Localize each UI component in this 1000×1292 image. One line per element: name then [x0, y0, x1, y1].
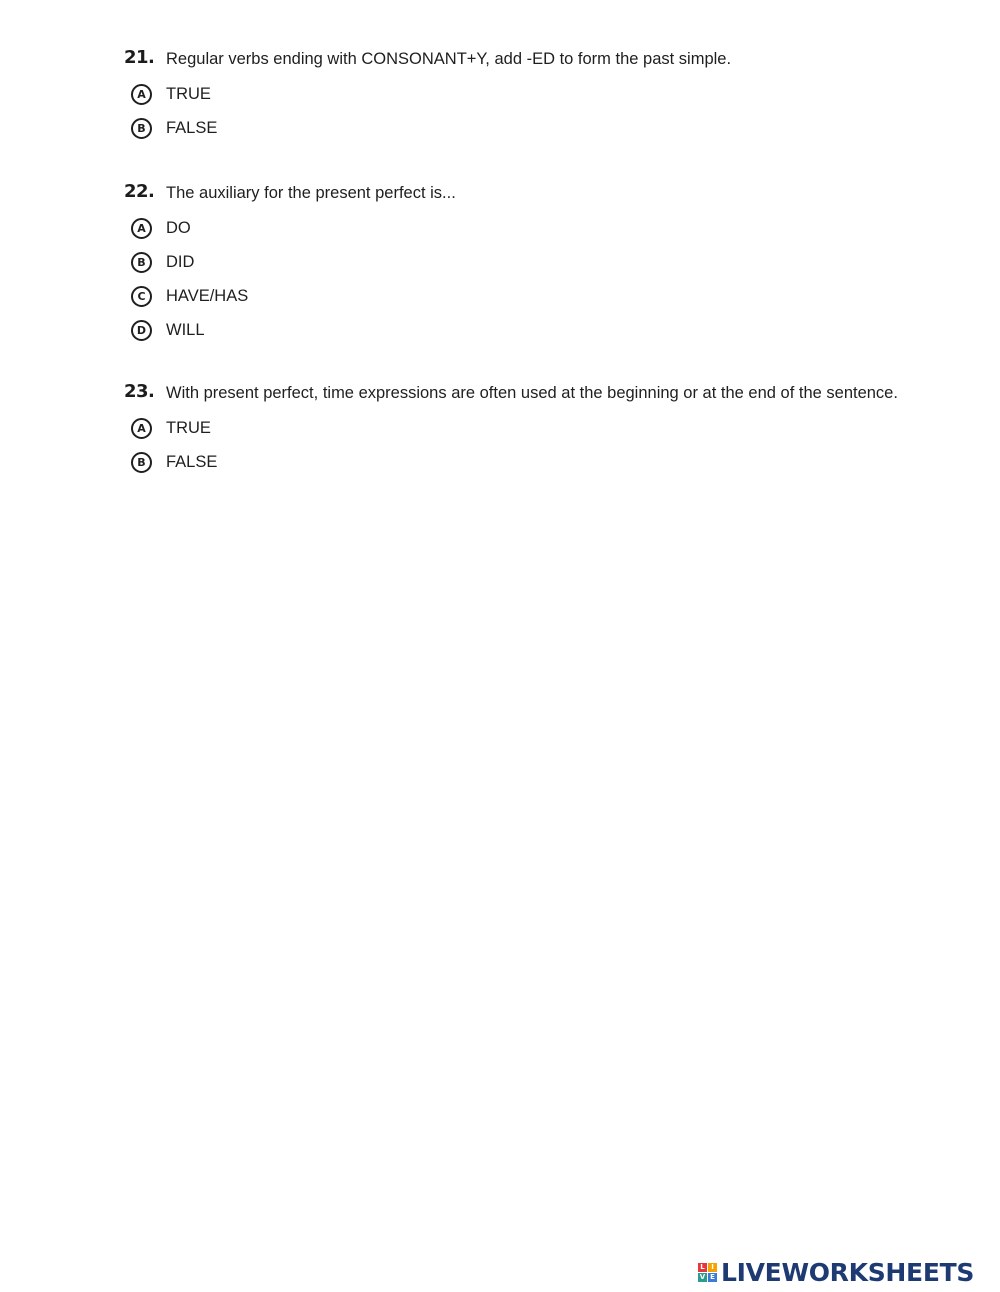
question-22 — [118, 182, 898, 347]
question-text: The auxiliary for the present perfect is... — [166, 184, 456, 202]
option-letter-circle: B — [131, 252, 152, 273]
answer-options — [118, 211, 898, 347]
question-number: 22. — [124, 181, 155, 202]
option-letter-circle: B — [131, 118, 152, 139]
option-b[interactable] — [118, 245, 898, 279]
logo-mark-letter: I — [708, 1263, 717, 1272]
option-label: TRUE — [166, 418, 211, 437]
option-d[interactable] — [118, 313, 898, 347]
question-text: Regular verbs ending with CONSONANT+Y, add -ED to form the past simple. — [166, 50, 732, 68]
option-letter-circle: D — [131, 320, 152, 341]
option-label: HAVE/HAS — [166, 286, 249, 305]
question-21 — [118, 48, 898, 145]
question-23 — [118, 382, 898, 479]
question-number: 23. — [124, 381, 155, 402]
question-header — [118, 382, 898, 405]
logo-mark-letter: V — [699, 1272, 706, 1281]
option-label: DO — [166, 218, 191, 237]
option-letter-circle: A — [131, 84, 152, 105]
option-c[interactable] — [118, 279, 898, 313]
option-label: FALSE — [166, 452, 218, 471]
liveworksheets-logo — [698, 1258, 974, 1286]
question-header — [118, 48, 898, 71]
option-a[interactable] — [118, 77, 898, 111]
question-text: With present perfect, time expressions are often used at the beginning or at the end of the sentence. — [166, 384, 898, 402]
option-letter-circle: A — [131, 218, 152, 239]
option-letter-circle: C — [131, 286, 152, 307]
option-a[interactable] — [118, 411, 898, 445]
option-b[interactable] — [118, 445, 898, 479]
logo-mark-icon — [698, 1263, 717, 1282]
option-a[interactable] — [118, 211, 898, 245]
answer-options — [118, 77, 898, 145]
option-letter-circle: A — [131, 418, 152, 439]
question-number: 21. — [124, 47, 155, 68]
option-label: TRUE — [166, 84, 211, 103]
option-label: WILL — [166, 320, 205, 339]
option-letter-circle: B — [131, 452, 152, 473]
question-header — [118, 182, 898, 205]
option-label: FALSE — [166, 118, 218, 137]
option-b[interactable] — [118, 111, 898, 145]
logo-text: LIVEWORKSHEETS — [721, 1257, 975, 1287]
answer-options — [118, 411, 898, 479]
logo-mark-letter: E — [708, 1273, 717, 1282]
option-label: DID — [166, 252, 195, 271]
logo-mark-letter: L — [698, 1263, 707, 1272]
